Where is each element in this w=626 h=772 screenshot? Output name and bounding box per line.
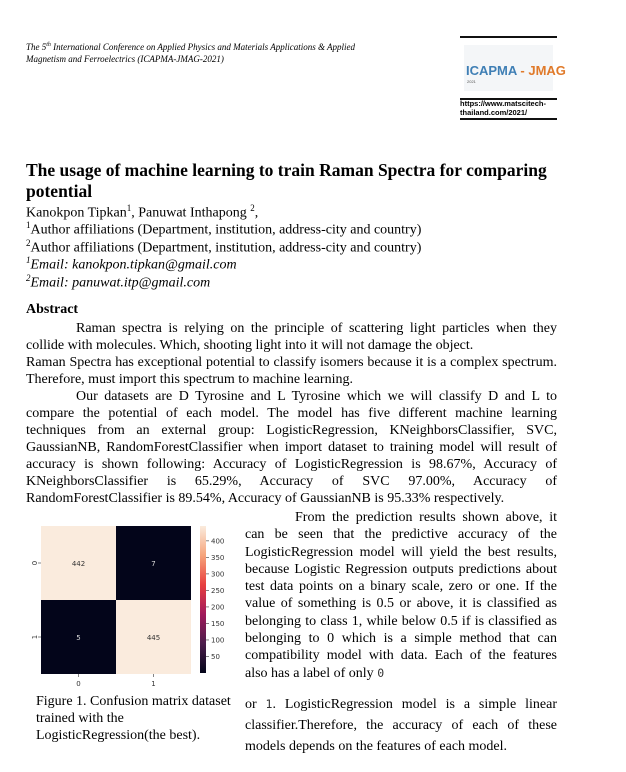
author-tail: , <box>254 205 259 221</box>
logo-text <box>466 63 566 78</box>
paper-title: The usage of machine learning to train Raman Spectra for comparing potential <box>26 160 547 201</box>
colorbar-tick-150: 150 <box>211 619 225 628</box>
aff2-sup: 2 <box>26 238 31 248</box>
abstract-paragraph-1: Raman spectra is relying on the principle of scattering light particles when they collide with molecules. Which, shooting light into it will not damage the object. <box>26 321 557 353</box>
colorbar-tick-100: 100 <box>211 636 225 645</box>
conference-line1-pre: The 5 <box>26 42 47 52</box>
abstract-paragraph-2: Raman Spectra has exceptional potential to classify isomers because it is a complex spectrum. Therefore, must import this spectrum to machine learning. <box>26 355 557 387</box>
paragraph-4-text: From the prediction results shown above, it can be seen that the predictive accuracy of the LogisticRegression model will yield the best results, because Logistic Regression outputs predictions about test data points on a binary scale, zero or one. If the value of something is 0.5 or above, it is classified as belonging to class 1, while below 0.5 if is classified as belonging to 0 which is a simple method that can compatibility model with data. Each of the features also has a label of only <box>245 510 557 681</box>
inline-code-zero: 0 <box>377 665 385 680</box>
author-sep: , <box>131 205 139 221</box>
heatmap-value-1-1: 445 <box>146 634 161 642</box>
row-tick-0: 0 <box>31 560 39 566</box>
aff1-sup: 1 <box>26 220 31 230</box>
email2-text[interactable]: Email: panuwat.itp@gmail.com <box>30 275 211 291</box>
abstract-paragraph-3: Our datasets are D Tyrosine and L Tyrosine which we will classify D and L to compare the potential of each model. The model has five different machine learning techniques from an external group: LogisticRegression, KNeighborsClassifier, SVC, GaussianNB, RandomForestClassifier when import dataset to training model will result of accuracy is shown following: Accuracy of LogisticRegression is 98.67%, Accuracy of KNeighborsClassifier is 65.29%, Accuracy of SVC 97.00%, Accuracy of RandomForestClassifier is 89.54%, Accuracy of GaussianNB is 95.33% respectively. <box>26 389 557 506</box>
heatmap-value-1-0: 5 <box>76 634 81 642</box>
conference-header <box>26 40 426 65</box>
author1-sup: 1 <box>126 203 132 213</box>
heatmap-value-0-0: 442 <box>71 560 86 568</box>
col-tick-1: 1 <box>151 680 156 688</box>
logo-text-a: ICAPMA <box>466 63 517 78</box>
abstract-heading: Abstract <box>26 302 79 317</box>
logo-sub: 2021 <box>467 79 476 84</box>
author2: Panuwat Inthapong <box>138 205 251 221</box>
colorbar-ticks <box>206 537 224 661</box>
col-tick-0: 0 <box>76 680 81 688</box>
colorbar-tick-350: 350 <box>211 553 225 562</box>
logo-sep: - <box>516 63 529 78</box>
colorbar-tick-250: 250 <box>211 586 225 595</box>
author2-sup: 2 <box>250 203 255 213</box>
email1-sup: 1 <box>26 255 31 265</box>
heatmap-cells <box>41 526 191 674</box>
aff1-text: Author affiliations (Department, institution, address-city and country) <box>30 222 422 238</box>
colorbar-bar <box>200 526 206 673</box>
conference-logo <box>460 36 566 100</box>
email2-sup: 2 <box>26 273 31 283</box>
row-tick-1: 1 <box>31 634 39 640</box>
email-2 <box>26 270 210 292</box>
url-line2[interactable]: thailand.com/2021/ <box>460 108 528 117</box>
figure-caption: Figure 1. Confusion matrix dataset trained with the LogisticRegression(the best). <box>36 694 231 743</box>
conference-line2: Magnetism and Ferroelectrics (ICAPMA-JMAG-2021) <box>26 53 224 64</box>
paragraph-4-body <box>245 509 557 682</box>
aff2-text: Author affiliations (Department, institution, address-city and country) <box>30 240 422 256</box>
conference-sup: th <box>46 42 51 48</box>
paragraph-4-or: or <box>245 697 266 712</box>
conference-url[interactable] <box>460 99 557 120</box>
conference-line1-post: International Conference on Applied Physics and Materials Applications & Applied <box>50 42 356 52</box>
logo-text-b: JMAG <box>528 63 566 78</box>
colorbar-tick-200: 200 <box>211 603 225 612</box>
heatmap-value-0-1: 7 <box>151 560 156 568</box>
abstract-paragraph-4 <box>245 509 557 682</box>
inline-code-one: 1 <box>265 697 273 711</box>
url-line1[interactable]: https://www.matscitech- <box>460 99 546 108</box>
author1: Kanokpon Tipkan <box>26 205 127 221</box>
abstract-paragraph-4-tail <box>245 694 557 757</box>
confusion-matrix-figure <box>26 520 238 690</box>
email1-text[interactable]: Email: kanokpon.tipkan@gmail.com <box>30 257 237 273</box>
colorbar-tick-50: 50 <box>211 652 220 661</box>
colorbar-tick-300: 300 <box>211 570 225 579</box>
logo-panel <box>464 45 566 91</box>
colorbar <box>200 526 224 673</box>
colorbar-tick-400: 400 <box>211 537 225 546</box>
paragraph-4-tail-text: . LogisticRegression model is a simple linear classifier.Therefore, the accuracy of each of these models depends on the features of each model. <box>245 697 557 754</box>
